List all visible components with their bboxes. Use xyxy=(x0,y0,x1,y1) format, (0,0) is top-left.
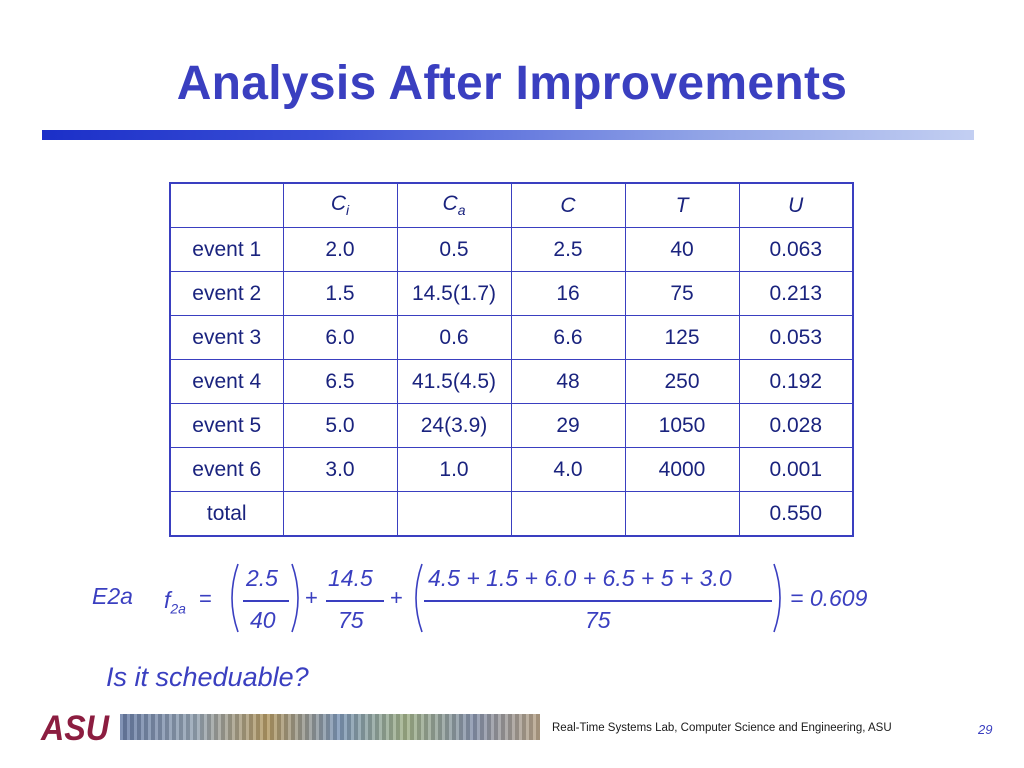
frac3-bar xyxy=(424,600,772,602)
header-cell-t xyxy=(625,183,739,228)
row-label-cell: event 6 xyxy=(170,448,283,492)
u-cell: 0.192 xyxy=(739,360,853,404)
plus-sign: + xyxy=(305,585,318,610)
ca-cell xyxy=(397,492,511,537)
asu-logo-icon xyxy=(40,709,110,743)
header-cell-ci xyxy=(283,183,397,228)
frac3-denominator: 75 xyxy=(585,607,611,633)
header-main-text: U xyxy=(788,193,804,217)
header-cell-ca xyxy=(397,183,511,228)
c-cell: 4.0 xyxy=(511,448,625,492)
header-subscript: i xyxy=(346,202,350,219)
schedulability-question: Is it scheduable? xyxy=(106,662,309,692)
ci-cell: 1.5 xyxy=(283,272,397,316)
ca-cell: 14.5(1.7) xyxy=(397,272,511,316)
u-cell: 0.213 xyxy=(739,272,853,316)
header-cell-c xyxy=(511,183,625,228)
row-label-cell: total xyxy=(170,492,283,537)
footer-photo-strip xyxy=(120,714,540,740)
table-row xyxy=(170,228,853,272)
header-cell-empty xyxy=(170,183,283,228)
logo-text: ASU xyxy=(40,709,110,743)
slide-title: Analysis After Improvements xyxy=(176,57,848,110)
c-cell: 6.6 xyxy=(511,316,625,360)
header-main-text: C xyxy=(560,193,576,217)
table-row-total xyxy=(170,492,853,537)
header-main-text: T xyxy=(675,193,689,217)
c-cell: 29 xyxy=(511,404,625,448)
frac3-numerator: 4.5 + 1.5 + 6.0 + 6.5 + 5 + 3.0 xyxy=(428,565,732,591)
table-row xyxy=(170,448,853,492)
u-cell: 0.001 xyxy=(739,448,853,492)
frac2-bar xyxy=(326,600,384,602)
footer-lab-name: Real-Time Systems Lab, Computer Science and Engineering, ASU xyxy=(552,722,892,734)
t-cell: 40 xyxy=(625,228,739,272)
table-row xyxy=(170,360,853,404)
t-cell: 4000 xyxy=(625,448,739,492)
row-label-cell: event 1 xyxy=(170,228,283,272)
row-label-cell: event 2 xyxy=(170,272,283,316)
table-row xyxy=(170,404,853,448)
table-row xyxy=(170,316,853,360)
frac2-numerator: 14.5 xyxy=(328,565,373,591)
t-cell xyxy=(625,492,739,537)
frac2-denominator: 75 xyxy=(338,607,364,633)
row-label-cell: event 5 xyxy=(170,404,283,448)
u-cell: 0.028 xyxy=(739,404,853,448)
t-cell: 75 xyxy=(625,272,739,316)
t-cell: 1050 xyxy=(625,404,739,448)
function-symbol: f xyxy=(164,587,171,613)
ci-cell xyxy=(283,492,397,537)
c-cell xyxy=(511,492,625,537)
ci-cell: 6.5 xyxy=(283,360,397,404)
row-label-cell: event 4 xyxy=(170,360,283,404)
ci-cell: 6.0 xyxy=(283,316,397,360)
right-paren-icon xyxy=(290,562,306,634)
t-cell: 125 xyxy=(625,316,739,360)
header-main-text: C xyxy=(330,192,347,216)
function-subscript: 2a xyxy=(170,600,186,617)
t-cell: 250 xyxy=(625,360,739,404)
right-paren-icon xyxy=(772,562,788,634)
plus-sign: + xyxy=(390,585,403,610)
c-cell: 2.5 xyxy=(511,228,625,272)
u-cell: 0.063 xyxy=(739,228,853,272)
analysis-table-container xyxy=(169,182,854,537)
ci-cell: 3.0 xyxy=(283,448,397,492)
u-total-cell: 0.550 xyxy=(739,492,853,537)
header-cell-u xyxy=(739,183,853,228)
analysis-table xyxy=(169,182,854,537)
formula-function xyxy=(164,589,186,616)
c-cell: 48 xyxy=(511,360,625,404)
ca-cell: 24(3.9) xyxy=(397,404,511,448)
ca-cell: 0.6 xyxy=(397,316,511,360)
left-paren-icon xyxy=(408,562,424,634)
ca-cell: 0.5 xyxy=(397,228,511,272)
ci-cell: 2.0 xyxy=(283,228,397,272)
equals-sign: = xyxy=(199,586,212,611)
table-row xyxy=(170,272,853,316)
formula-label: E2a xyxy=(92,583,133,609)
page-number: 29 xyxy=(978,722,993,737)
title-underline-bar xyxy=(42,130,974,140)
ca-cell: 1.0 xyxy=(397,448,511,492)
c-cell: 16 xyxy=(511,272,625,316)
ca-cell: 41.5(4.5) xyxy=(397,360,511,404)
ci-cell: 5.0 xyxy=(283,404,397,448)
u-cell: 0.053 xyxy=(739,316,853,360)
row-label-cell: event 3 xyxy=(170,316,283,360)
frac1-numerator: 2.5 xyxy=(246,565,278,591)
table-header-row xyxy=(170,183,853,228)
header-subscript: a xyxy=(457,202,466,219)
formula-result: = 0.609 xyxy=(790,585,868,611)
header-main-text: C xyxy=(442,192,458,216)
left-paren-icon xyxy=(224,562,240,634)
frac1-bar xyxy=(243,600,289,602)
frac1-denominator: 40 xyxy=(250,607,276,633)
